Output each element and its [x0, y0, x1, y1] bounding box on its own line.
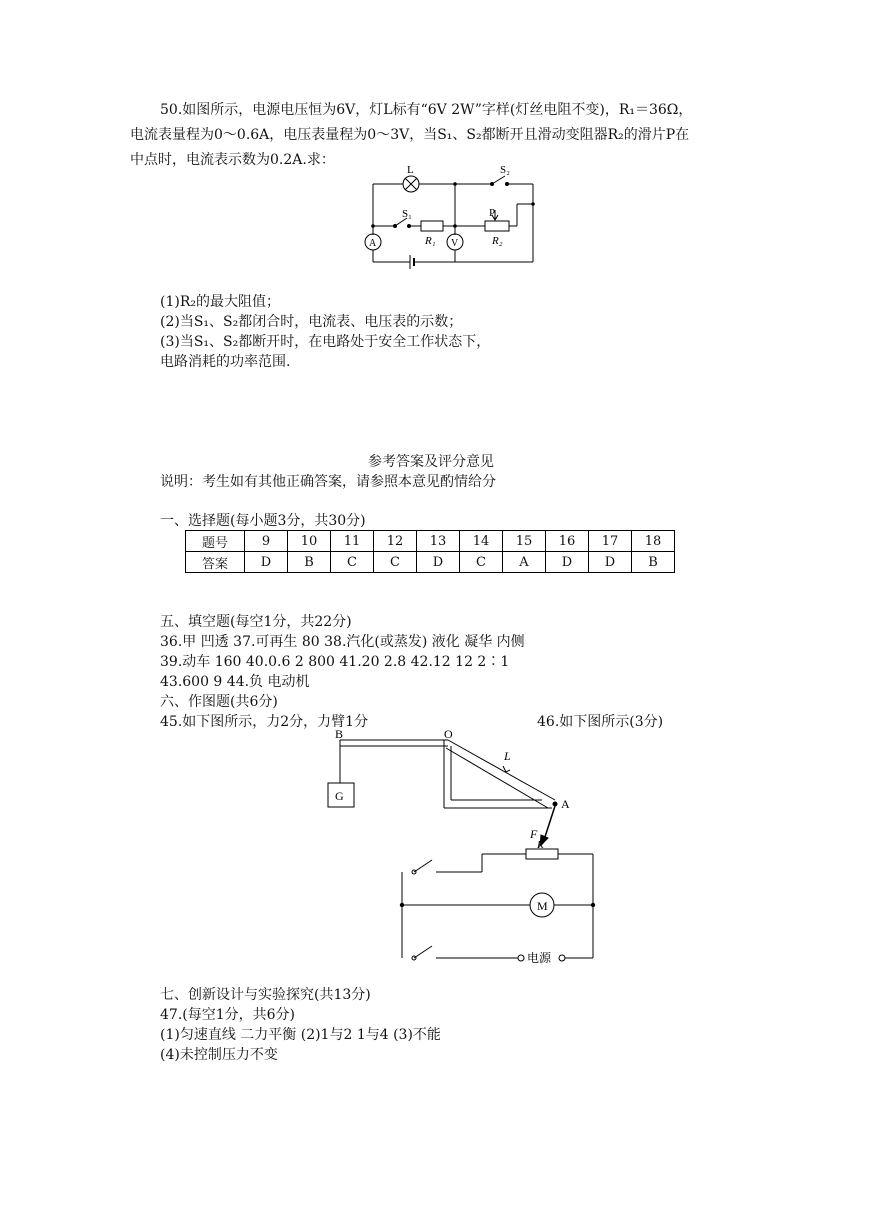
table-row [186, 552, 675, 573]
table-cell: 9 [245, 531, 288, 552]
table-cell: 12 [374, 531, 417, 552]
lever-g-label: G [335, 789, 344, 803]
lever-b-label: B [335, 728, 344, 741]
question-3: (3)当S₁、S₂都断开时，在电路处于安全工作状态下， [160, 334, 491, 350]
draw-45: 45.如下图所示，力2分，力臂1分 [160, 714, 369, 730]
ammeter-label: A [369, 238, 377, 249]
draw-46: 46.如下图所示(3分) [537, 714, 664, 730]
table-cell: C [460, 552, 503, 573]
lever-l-label: L [504, 749, 511, 763]
circuit-diagram-2 [390, 838, 605, 968]
voltmeter-label: V [451, 238, 459, 249]
section-1-heading: 一、选择题(每小题3分，共30分) [160, 513, 366, 529]
table-cell: 答案 [186, 552, 245, 573]
problem-line-1: 50.如图所示，电源电压恒为6V，灯L标有“6V 2W”字样(灯丝电阻不变)，R₁＝36Ω， [160, 102, 693, 118]
lever-f-label: F [530, 827, 538, 841]
answers-note: 说明：考生如有其他正确答案，请参照本意见酌情给分 [160, 474, 496, 490]
table-cell: 14 [460, 531, 503, 552]
fill-line-1: 36.甲 凹透 37.可再生 80 38.汽化(或蒸发) 液化 凝华 内侧 [160, 634, 525, 650]
table-cell: C [331, 552, 374, 573]
section-5-heading: 五、填空题(每空1分，共22分) [160, 614, 352, 630]
r2-label: R₂ [492, 235, 503, 247]
table-row [186, 531, 675, 552]
lever-o-label: O [444, 728, 453, 741]
table-cell: C [374, 552, 417, 573]
lever-a-label: A [561, 797, 570, 811]
question-2: (2)当S₁、S₂都闭合时，电流表、电压表的示数； [160, 314, 463, 330]
s2-label: S₂ [500, 164, 510, 176]
r1-label: R₁ [425, 235, 436, 247]
motor-label: M [537, 899, 548, 913]
table-cell: D [417, 552, 460, 573]
table-cell: 17 [589, 531, 632, 552]
answers-title: 参考答案及评分意见 [368, 454, 494, 470]
lamp-label: L [407, 164, 414, 176]
table-cell: 16 [546, 531, 589, 552]
p-label: P [489, 207, 496, 219]
fill-line-3: 43.600 9 44.负 电动机 [160, 674, 310, 690]
table-cell: 18 [632, 531, 675, 552]
question-3-cont: 电路消耗的功率范围. [160, 354, 291, 370]
table-cell: 11 [331, 531, 374, 552]
question-1: (1)R₂的最大阻值； [160, 294, 280, 310]
table-cell: 10 [288, 531, 331, 552]
section-7-heading: 七、创新设计与实验探究(共13分) [160, 987, 371, 1003]
table-cell: A [503, 552, 546, 573]
table-cell: 13 [417, 531, 460, 552]
resistor-label: R [537, 839, 544, 851]
power-source-label: 电源 [527, 951, 552, 965]
table-cell: 题号 [186, 531, 245, 552]
table-cell: 15 [503, 531, 546, 552]
problem-line-2: 电流表量程为0～0.6A，电压表量程为0～3V，当S₁、S₂都断开且滑动变阻器R₂的滑片P在 [130, 127, 690, 143]
s1-label: S₁ [402, 208, 412, 220]
q47-answer-1: (1)匀速直线 二力平衡 (2)1与2 1与4 (3)不能 [160, 1027, 441, 1043]
circuit-diagram-1 [355, 160, 545, 270]
table-cell: B [288, 552, 331, 573]
table-cell: D [245, 552, 288, 573]
answer-table [185, 530, 675, 573]
table-cell: B [632, 552, 675, 573]
fill-line-2: 39.动车 160 40.0.6 2 800 41.20 2.8 42.12 12 2∶1 [160, 654, 510, 670]
table-cell: D [589, 552, 632, 573]
q47-heading: 47.(每空1分，共6分) [160, 1007, 296, 1023]
q47-answer-2: (4)未控制压力不变 [160, 1047, 278, 1063]
problem-line-3: 中点时，电流表示数为0.2A.求： [130, 152, 335, 168]
table-cell: D [546, 552, 589, 573]
section-6-heading: 六、作图题(共6分) [160, 694, 278, 710]
